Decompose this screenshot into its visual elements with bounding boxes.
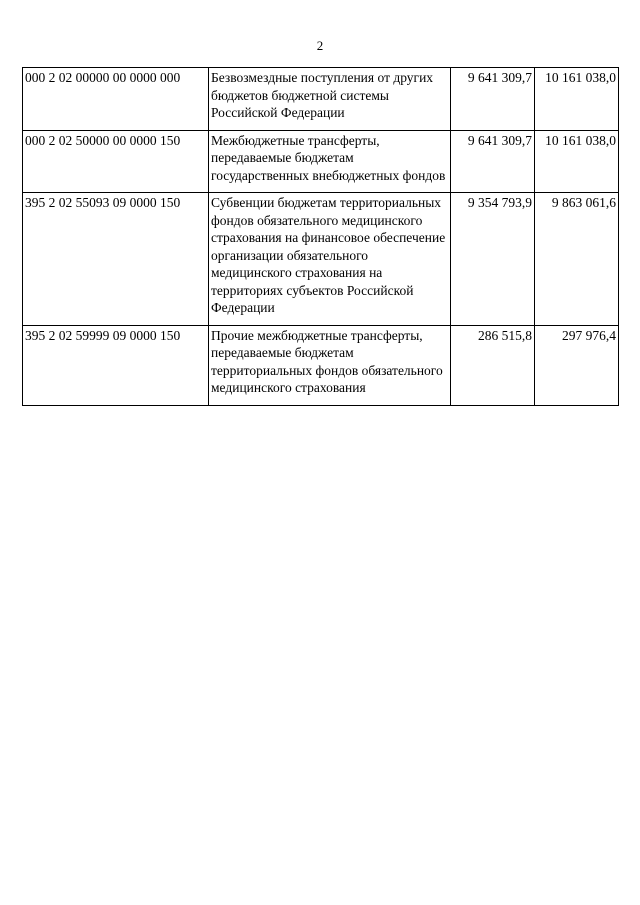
budget-code-cell: 395 2 02 55093 09 0000 150 [23, 193, 209, 326]
amount-cell-1: 9 354 793,9 [451, 193, 535, 326]
description-cell: Субвенции бюджетам территориальных фондов обязательного медицинского страхования на финансовое обеспечение организации обязательного медицинского страхования на территориях субъектов Российской Федерации [209, 193, 451, 326]
amount-cell-2: 10 161 038,0 [535, 130, 619, 193]
amount-cell-1: 9 641 309,7 [451, 130, 535, 193]
budget-code-cell: 395 2 02 59999 09 0000 150 [23, 325, 209, 405]
table-row [23, 130, 619, 193]
description-cell: Межбюджетные трансферты, передаваемые бюджетам государственных внебюджетных фондов [209, 130, 451, 193]
amount-cell-1: 286 515,8 [451, 325, 535, 405]
amount-cell-2: 9 863 061,6 [535, 193, 619, 326]
page-number: 2 [316, 38, 324, 53]
budget-code-cell: 000 2 02 00000 00 0000 000 [23, 68, 209, 131]
budget-revenue-table [22, 67, 619, 406]
table-row [23, 325, 619, 405]
amount-cell-2: 10 161 038,0 [535, 68, 619, 131]
amount-cell-2: 297 976,4 [535, 325, 619, 405]
table-row [23, 68, 619, 131]
description-cell: Прочие межбюджетные трансферты, передаваемые бюджетам территориальных фондов обязательного медицинского страхования [209, 325, 451, 405]
budget-code-cell: 000 2 02 50000 00 0000 150 [23, 130, 209, 193]
description-cell: Безвозмездные поступления от других бюджетов бюджетной системы Российской Федерации [209, 68, 451, 131]
amount-cell-1: 9 641 309,7 [451, 68, 535, 131]
table-row [23, 193, 619, 326]
